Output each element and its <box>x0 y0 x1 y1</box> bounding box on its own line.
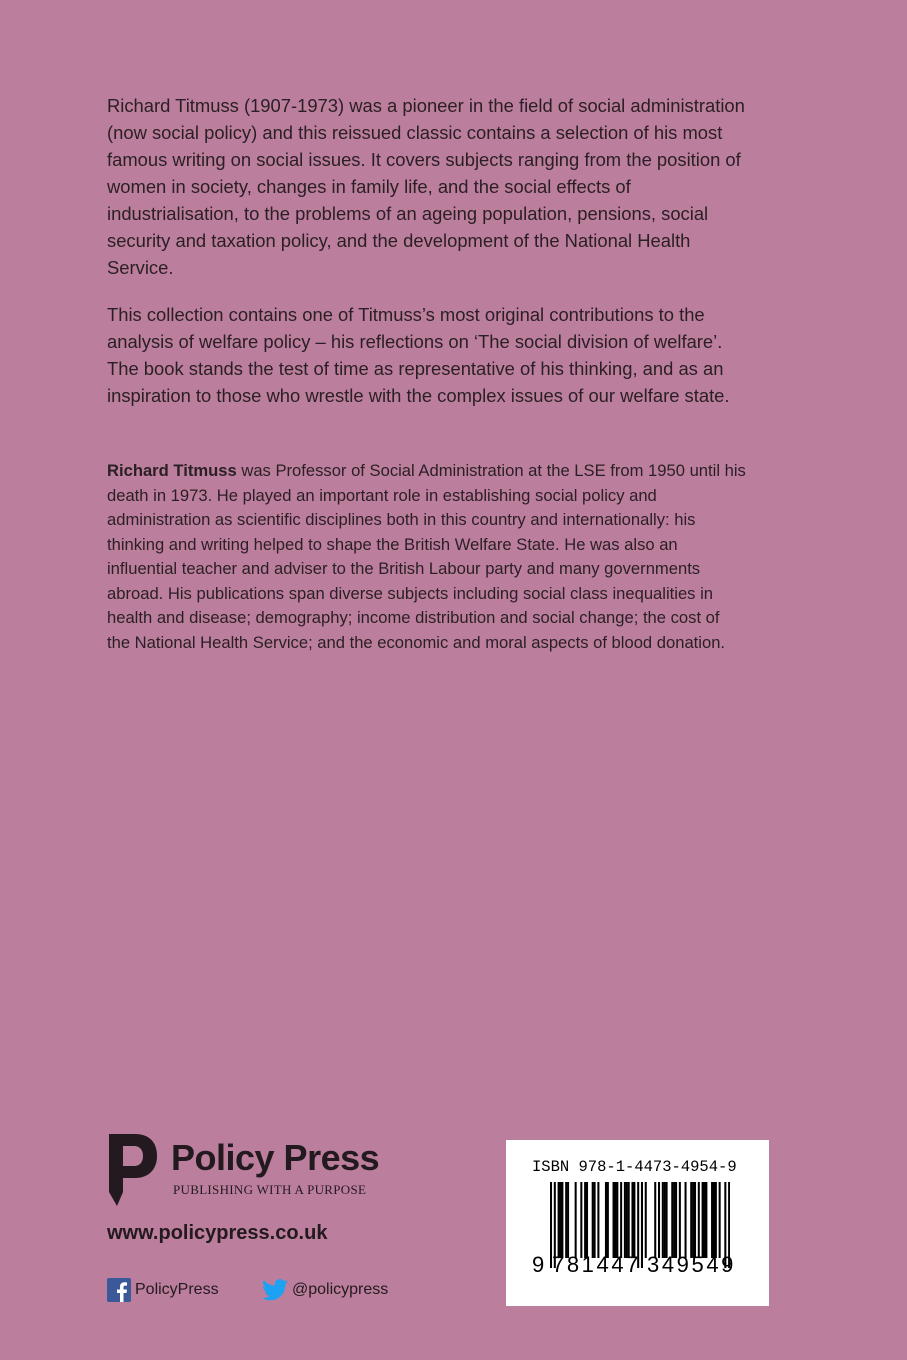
barcode-bar <box>586 1182 588 1258</box>
facebook-handle: PolicyPress <box>135 1281 219 1298</box>
blurb <box>107 92 747 429</box>
barcode-bar <box>664 1182 666 1258</box>
barcode-bar <box>698 1182 700 1258</box>
facebook-icon <box>107 1278 131 1302</box>
barcode-bar <box>702 1182 704 1258</box>
barcode-bar <box>575 1182 577 1258</box>
barcode-bar <box>671 1182 673 1258</box>
barcode-bar <box>685 1182 687 1258</box>
barcode-bar <box>624 1182 626 1258</box>
barcode-bar <box>561 1182 563 1258</box>
barcode-bar <box>662 1182 664 1258</box>
barcode-bar <box>658 1182 660 1258</box>
barcode-bar <box>594 1182 596 1258</box>
barcode-digits-right: 349549 <box>647 1252 737 1277</box>
barcode-bar <box>613 1182 615 1258</box>
publisher-logo <box>107 1130 407 1210</box>
twitter-link[interactable] <box>262 1278 388 1302</box>
barcode-bar <box>666 1182 668 1258</box>
barcode-bar <box>675 1182 677 1258</box>
twitter-handle: @policypress <box>292 1281 389 1298</box>
author-bio-text: was Professor of Social Administration at the LSE from 1950 until his death in 1973. He played an important role in establishing social policy and administration as scientific disciplines both in this country and internationally: his thinking and writing helped to shape the British Welfare State. He was also an influential teacher and adviser to the British Labour party and many governments abroad. His publications span diverse subjects including social class inequalities in health and disease; demography; income distribution and social change; the cost of the National Health Service; and the economic and moral aspects of blood donation. <box>107 461 746 652</box>
author-name: Richard Titmuss <box>107 461 237 480</box>
barcode-bar <box>692 1182 694 1258</box>
barcode-bar <box>633 1182 635 1258</box>
barcode-bar <box>713 1182 715 1258</box>
barcode-bar <box>607 1182 609 1258</box>
barcode-bar <box>592 1182 594 1258</box>
barcode-bar <box>597 1182 599 1258</box>
blurb-paragraph-1: Richard Titmuss (1907-1973) was a pioneer in the field of social administration (now social policy) and this reissued classic contains a selection of his most famous writing on social issues. It covers subjects ranging from the position of women in society, changes in family life, and the social effects of industrialisation, to the problems of an ageing population, pensions, social security and taxation policy, and the development of the National Health Service. <box>107 95 745 278</box>
barcode-bar <box>715 1182 717 1258</box>
twitter-bird-icon <box>262 1279 288 1301</box>
barcode-bar <box>628 1182 630 1258</box>
publisher-name: Policy Press <box>171 1137 380 1178</box>
blurb-paragraph-2: This collection contains one of Titmuss’s most original contributions to the analysis of welfare policy – his reflections on ‘The social division of welfare’. The book stands the test of time as representative of his thinking, and as an inspiration to those who wrestle with the complex issues of our welfare state. <box>107 304 730 406</box>
isbn-label: ISBN 978-1-4473-4954-9 <box>532 1158 737 1176</box>
barcode-bar <box>584 1182 586 1258</box>
barcode-bar <box>626 1182 628 1258</box>
barcode-bar <box>559 1182 561 1258</box>
barcode-bar <box>567 1182 569 1258</box>
barcode-bar <box>605 1182 607 1258</box>
barcode-bar <box>645 1182 647 1258</box>
facebook-link[interactable] <box>107 1278 219 1302</box>
barcode-bar <box>705 1182 707 1258</box>
barcode-bar <box>580 1182 582 1258</box>
barcode-bar <box>565 1182 567 1258</box>
barcode-digit-first: 9 <box>532 1252 545 1277</box>
barcode-bar <box>711 1182 713 1258</box>
barcode-bar <box>616 1182 618 1258</box>
publisher-tagline: PUBLISHING WITH A PURPOSE <box>173 1182 367 1197</box>
barcode-bar <box>558 1182 560 1258</box>
publisher-website[interactable]: www.policypress.co.uk <box>107 1222 328 1244</box>
isbn-barcode <box>506 1140 769 1306</box>
barcode-bar <box>614 1182 616 1258</box>
barcode-bar <box>703 1182 705 1258</box>
barcode-digits-left: 781447 <box>552 1252 642 1277</box>
barcode-bar <box>620 1182 622 1258</box>
policy-press-p-icon <box>107 1132 159 1210</box>
barcode-bar <box>631 1182 633 1258</box>
barcode-bar <box>690 1182 692 1258</box>
barcode-bar <box>641 1182 643 1268</box>
author-bio <box>107 459 747 655</box>
barcode-bar <box>654 1182 656 1258</box>
barcode-bar <box>694 1182 696 1258</box>
barcode-bar <box>679 1182 681 1258</box>
barcode-bar <box>719 1182 721 1258</box>
barcode-bar <box>673 1182 675 1258</box>
